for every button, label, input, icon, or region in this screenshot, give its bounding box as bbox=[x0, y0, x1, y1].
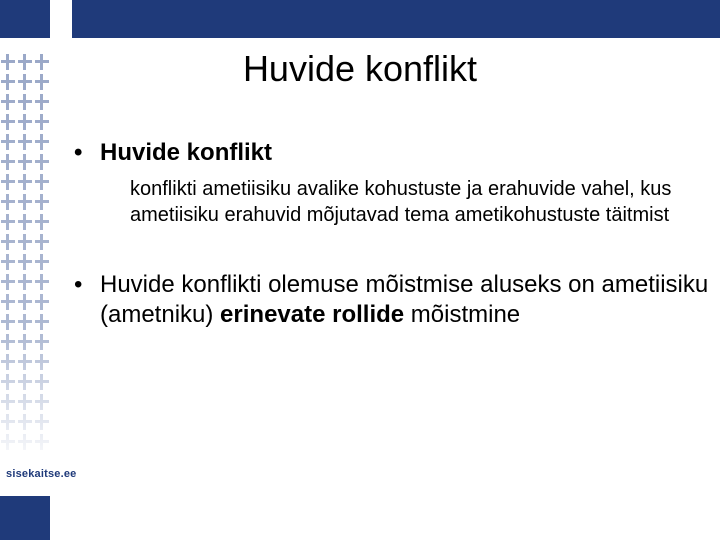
bullet-item-2 bbox=[72, 270, 712, 330]
bullet-2-text-end: mõistmine bbox=[404, 301, 521, 328]
bullet-2-emphasis: erinevate rollide bbox=[220, 301, 405, 328]
bottom-left-block bbox=[0, 496, 50, 540]
top-bar-left-block bbox=[0, 0, 50, 38]
bullet-2-text-start: Huvide konflikti olemuse mõistmise aluseks on ametiisiku (ametniku) bbox=[100, 271, 709, 328]
slide-title-text: Huvide konflikt bbox=[242, 48, 478, 89]
top-bar-band bbox=[72, 0, 720, 38]
bullet-item-1: • Huvide konflikt bbox=[72, 138, 712, 168]
logo-text: sisekaitse.ee bbox=[6, 468, 77, 480]
slide-title bbox=[0, 48, 720, 90]
slide-content bbox=[72, 138, 712, 330]
decorative-pattern bbox=[0, 52, 52, 452]
bullet-1-description: konflikti ametiisiku avalike kohustuste ja erahuvide vahel, kus ametiisiku erahuvid mõjutavad tema ametikohustuste täitmist bbox=[130, 178, 672, 226]
